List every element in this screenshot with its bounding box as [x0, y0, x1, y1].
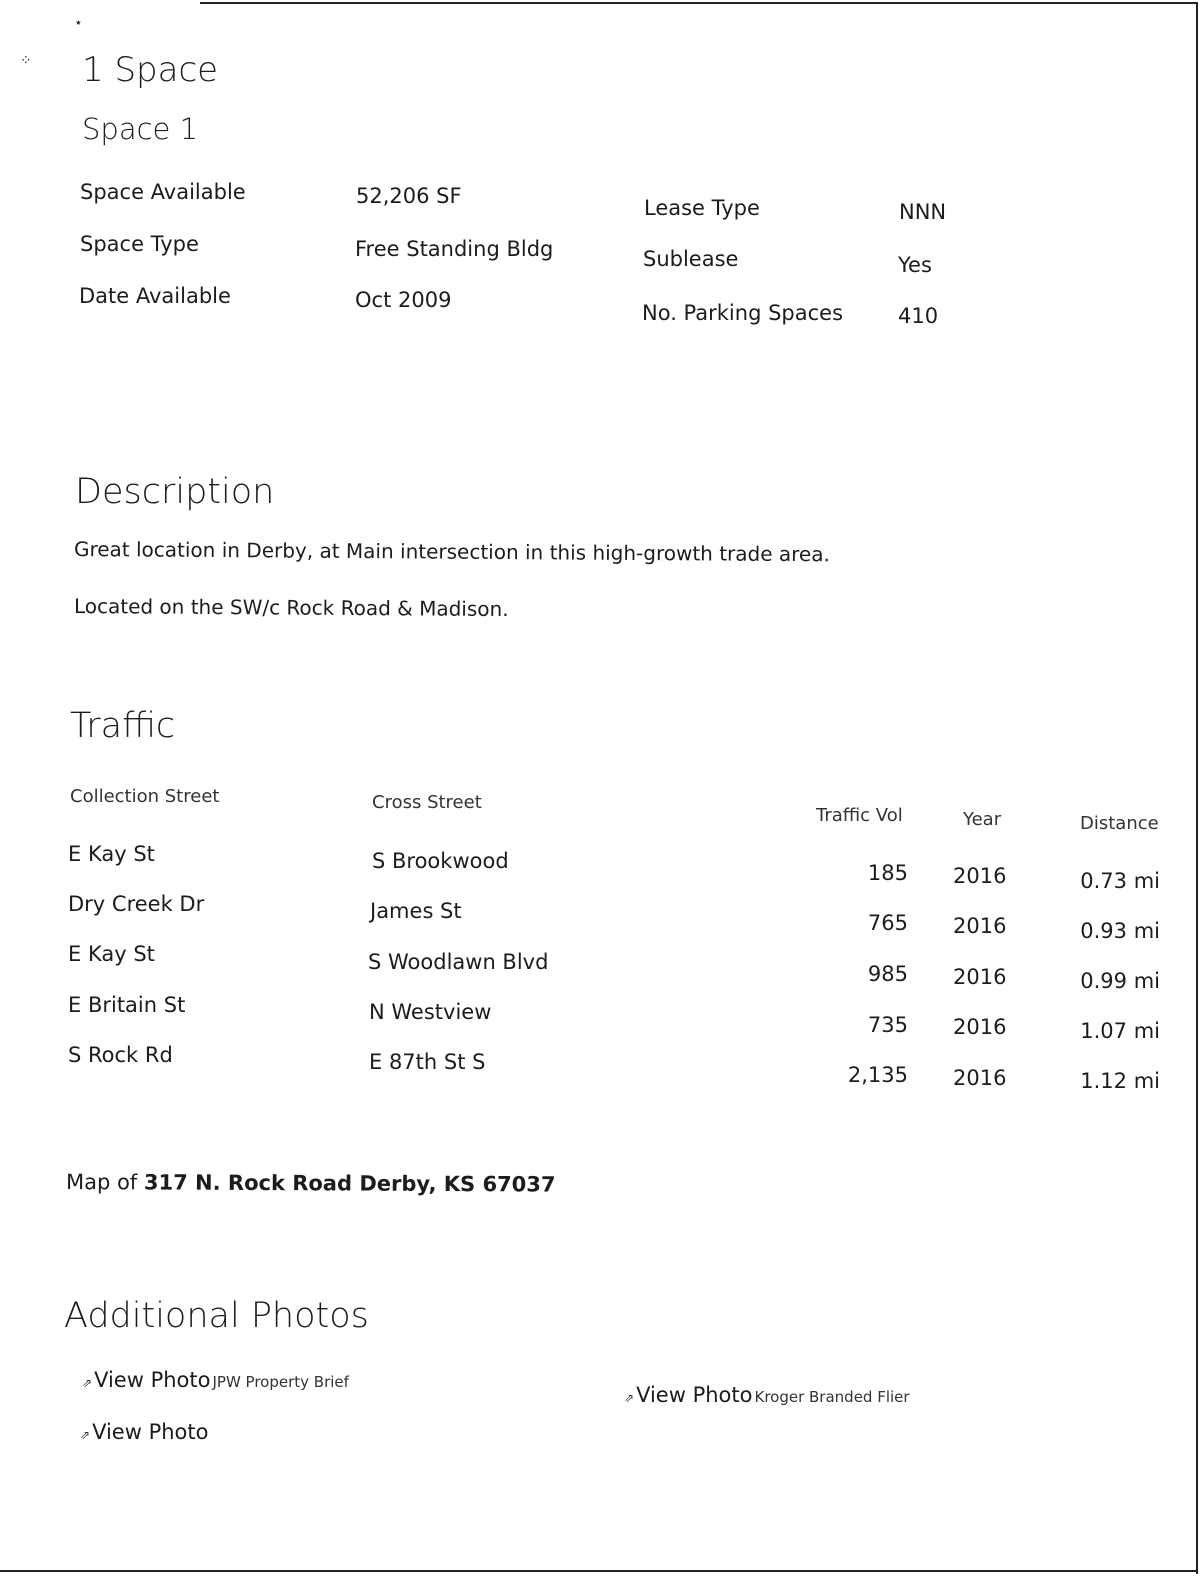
page-border-right	[1196, 2, 1198, 1574]
cell-distance: 0.73 mi	[1080, 869, 1160, 893]
date-available-value: Oct 2009	[355, 288, 452, 312]
cell-cross-street: James St	[370, 899, 462, 923]
col-header-collection-street: Collection Street	[70, 786, 220, 807]
map-prefix: Map of	[65, 1170, 138, 1195]
view-photo-link-property-brief[interactable]	[82, 1368, 349, 1392]
view-photo-link[interactable]	[80, 1420, 208, 1444]
parking-spaces-label: No. Parking Spaces	[642, 301, 844, 325]
cell-distance: 1.07 mi	[1080, 1019, 1160, 1043]
additional-photos-heading: Additional Photos	[64, 1296, 369, 1336]
lease-type-value: NNN	[899, 200, 947, 224]
map-address: 317 N. Rock Road Derby, KS 67037	[143, 1170, 556, 1197]
cell-traffic-vol: 735	[867, 1013, 908, 1037]
cell-collection-street: E Britain St	[68, 993, 186, 1017]
cell-traffic-vol: 185	[867, 861, 908, 885]
cell-year: 2016	[953, 965, 1007, 989]
cell-year: 2016	[953, 1015, 1007, 1039]
scan-speck-mark: ⁘	[20, 53, 32, 69]
link-arrow-icon: ⇗	[82, 1376, 93, 1390]
cell-year: 2016	[953, 864, 1007, 888]
view-photo-link-kroger-flier[interactable]	[624, 1383, 910, 1407]
cell-traffic-vol: 985	[867, 962, 908, 986]
page-border-bottom	[0, 1570, 1198, 1572]
cell-distance: 1.12 mi	[1080, 1069, 1160, 1093]
space-available-value: 52,206 SF	[356, 184, 462, 208]
link-arrow-icon: ⇗	[624, 1391, 635, 1405]
photo-caption: Kroger Branded Flier	[754, 1388, 910, 1406]
col-header-distance: Distance	[1080, 813, 1159, 834]
traffic-heading: Traffic	[70, 706, 176, 746]
page-border-top	[200, 2, 1198, 4]
view-photo-label: View Photo	[92, 1420, 209, 1444]
link-arrow-icon: ⇗	[80, 1428, 91, 1442]
description-heading: Description	[75, 472, 275, 512]
cell-cross-street: S Woodlawn Blvd	[368, 950, 549, 974]
col-header-cross-street: Cross Street	[372, 792, 482, 813]
lease-type-label: Lease Type	[644, 196, 760, 220]
cell-traffic-vol: 2,135	[847, 1063, 908, 1087]
sublease-label: Sublease	[643, 247, 739, 271]
view-photo-label: View Photo	[94, 1368, 211, 1392]
cell-collection-street: E Kay St	[68, 942, 155, 966]
date-available-label: Date Available	[79, 284, 231, 308]
photo-caption: JPW Property Brief	[212, 1373, 349, 1391]
cell-cross-street: N Westview	[369, 1000, 492, 1024]
space-available-label: Space Available	[80, 180, 246, 204]
scan-speck-mark: ⋆	[74, 15, 83, 31]
cell-collection-street: Dry Creek Dr	[68, 892, 205, 916]
description-line: Located on the SW/c Rock Road & Madison.	[73, 594, 509, 622]
cell-traffic-vol: 765	[867, 911, 908, 935]
cell-distance: 0.99 mi	[1080, 969, 1160, 993]
space-subheading: Space 1	[82, 112, 199, 146]
cell-distance: 0.93 mi	[1080, 919, 1160, 943]
space-type-label: Space Type	[80, 232, 199, 256]
col-header-year: Year	[963, 809, 1002, 830]
space-type-value: Free Standing Bldg	[355, 237, 554, 261]
cell-year: 2016	[953, 914, 1007, 938]
map-caption	[66, 1170, 556, 1197]
col-header-traffic-vol: Traffic Vol	[816, 805, 903, 826]
cell-collection-street: E Kay St	[68, 842, 155, 866]
cell-cross-street: E 87th St S	[369, 1050, 486, 1074]
cell-collection-street: S Rock Rd	[68, 1043, 173, 1067]
space-heading: 1 Space	[82, 50, 219, 90]
view-photo-label: View Photo	[636, 1383, 753, 1407]
cell-year: 2016	[953, 1066, 1007, 1090]
sublease-value: Yes	[898, 253, 932, 277]
description-line: Great location in Derby, at Main intersection in this high-growth trade area.	[73, 537, 830, 567]
parking-spaces-value: 410	[898, 304, 939, 328]
cell-cross-street: S Brookwood	[372, 849, 509, 873]
